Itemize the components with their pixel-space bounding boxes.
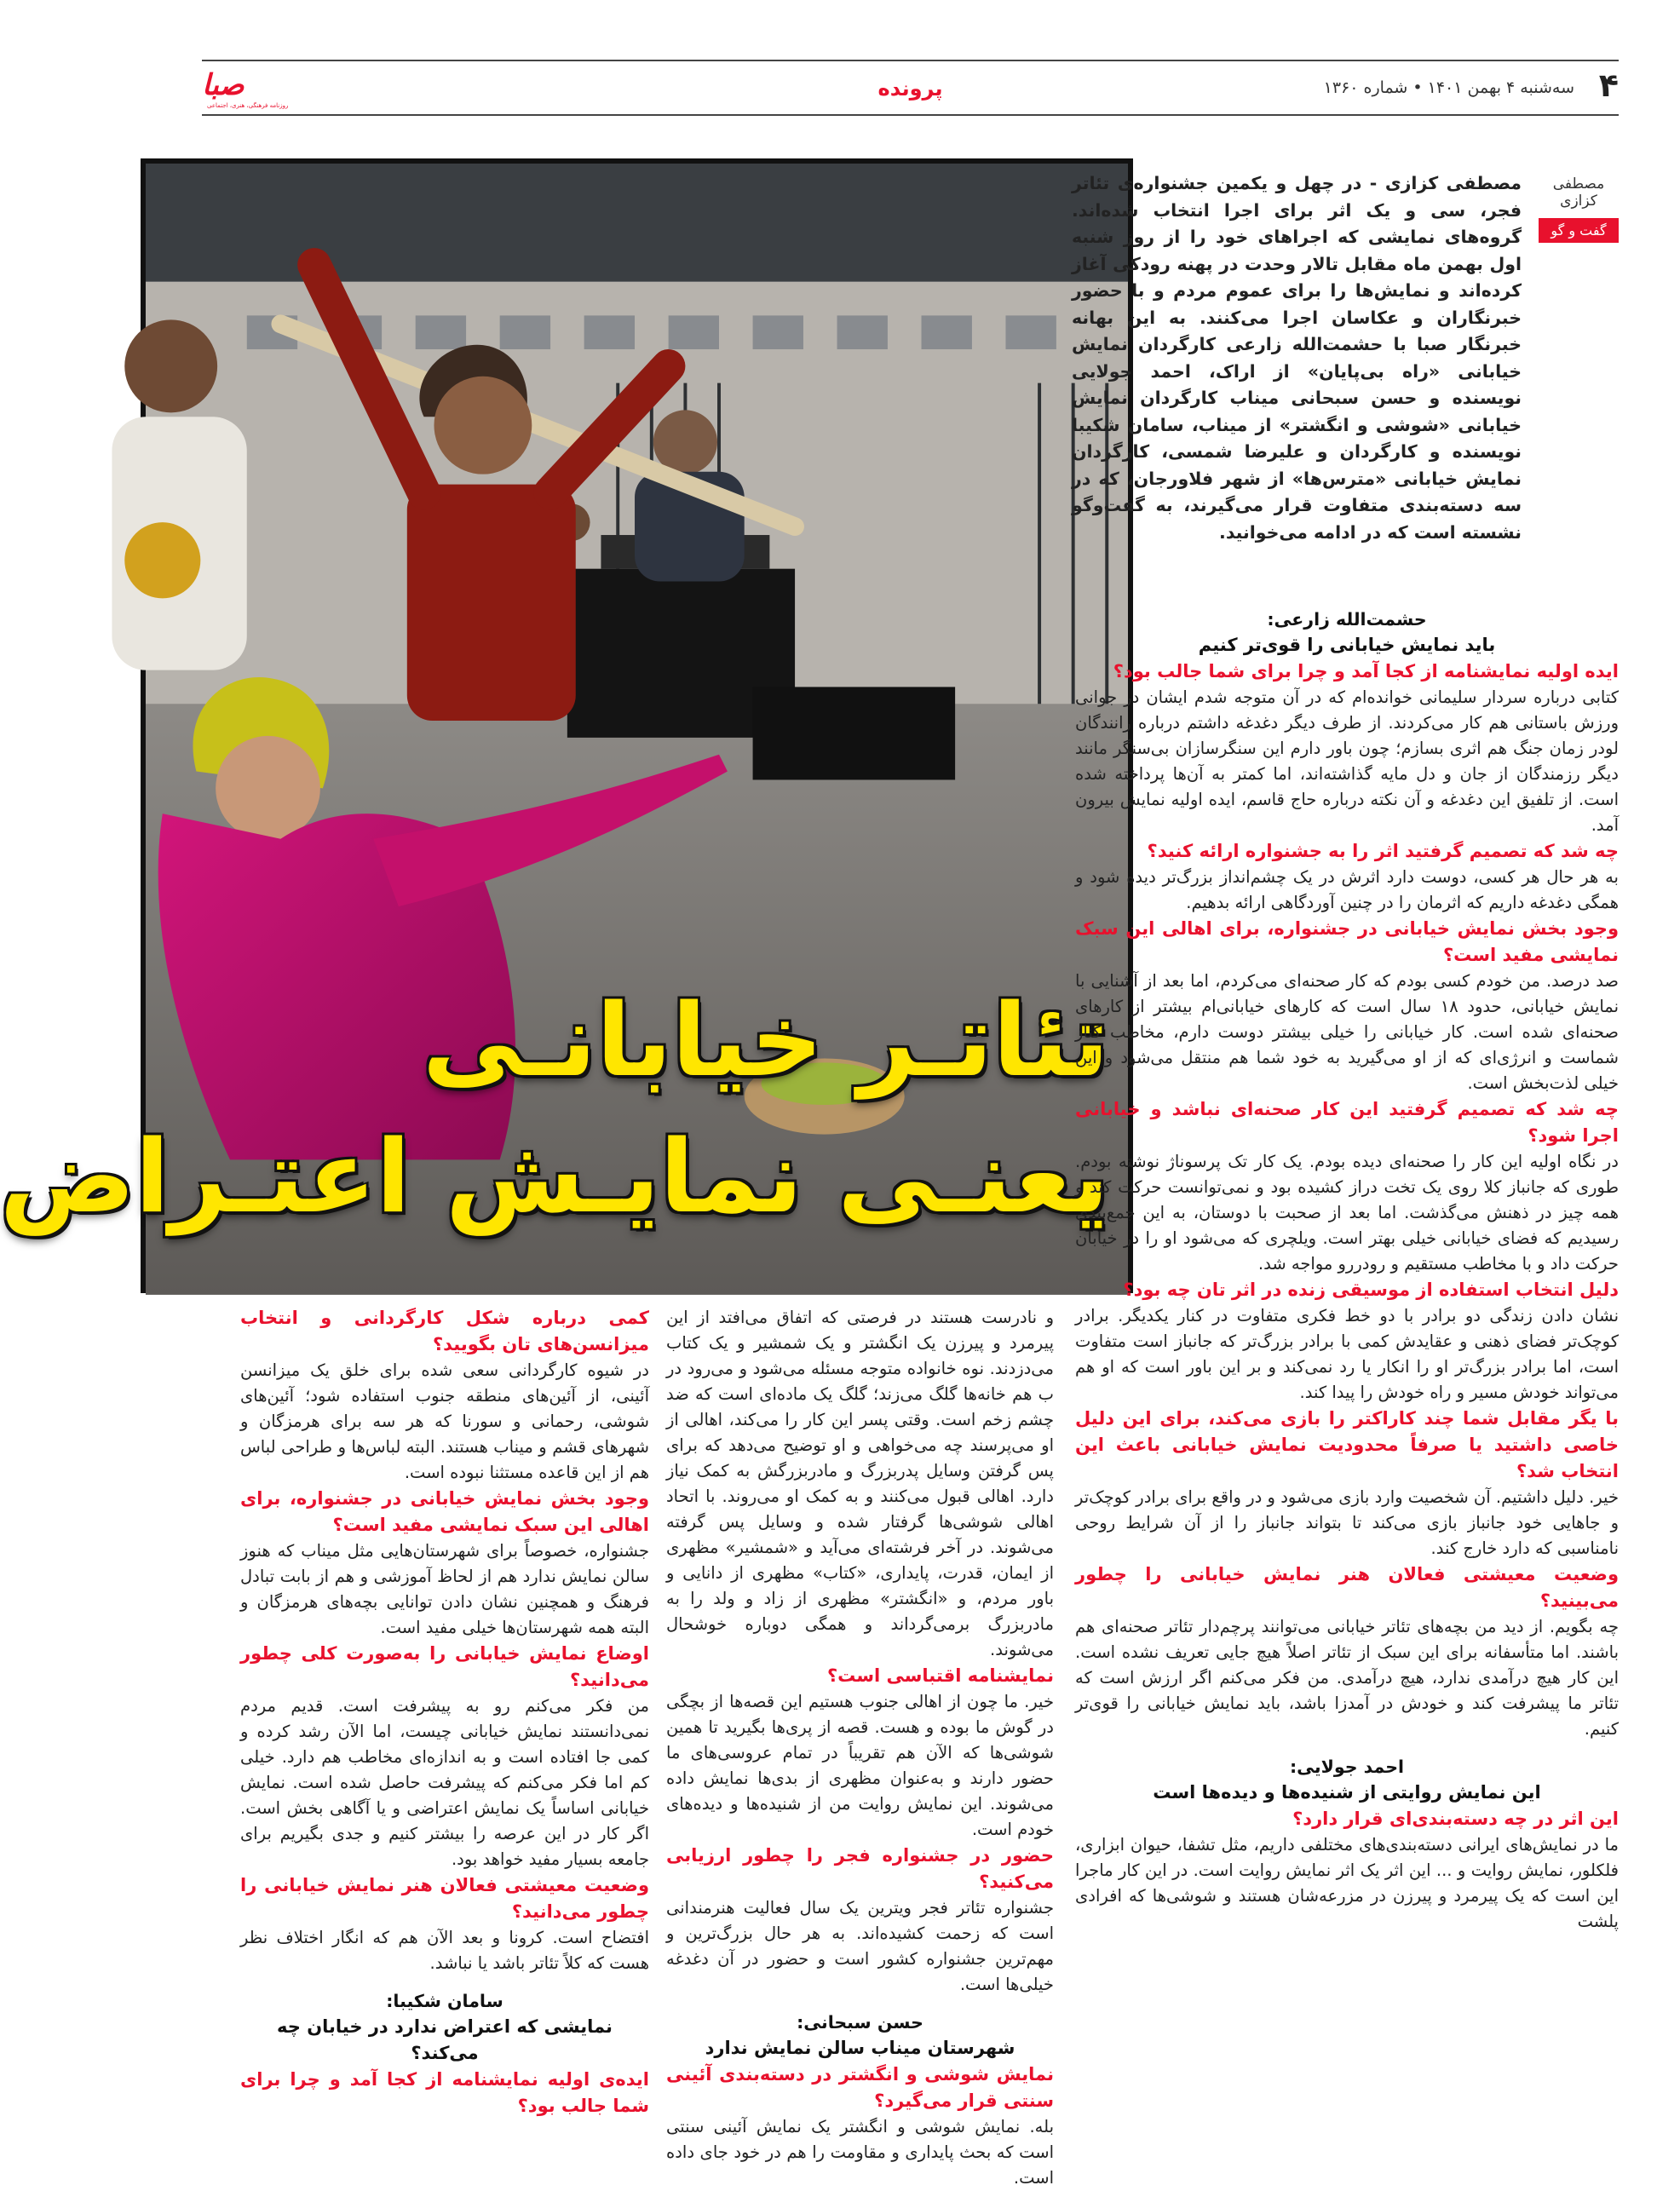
spacer	[1075, 1742, 1619, 1754]
speaker-subtitle: این نمایش روایتی از شنیده‌ها و دیده‌ها است	[1153, 1782, 1541, 1803]
hero-photo	[0, 158, 1133, 1293]
speaker-subtitle: نمایشی که اعتراض ندارد در خیابان چه می‌کند؟	[277, 2016, 613, 2063]
left-column	[240, 1305, 649, 2148]
intro-text: مصطفی کزازی - در چهل و یکمین جشنواره‌ی تئاتر فجر، سی و یک اثر برای اجرا انتخاب شده‌اند. گروه‌های نمایشی که اجراهای خود را از روز شنبه اول بهمن ماه مقابل تالار وحدت در پهنه رودکی آغاز کرده‌اند و نمایش‌ها را برای عموم مردم و با حضور خبرنگاران و عکاسان اجرا می‌کنند. به این بهانه خبرنگار صبا با حشمت‌الله زارعی کارگردان نمایش خیابانی «راه بی‌پایان» از اراک، احمد جولایی نویسنده و حسن سبحانی میناب کارگردان نمایش خیابانی «شوشی و انگشتر» از میناب، سامان شکیبا نویسنده و کارگردان و علیرضا شمسی، کارگردان نمایش خیابانی «مترس‌ها» از شهر فلاورجان، که در سه دسته‌بندی متفاوت قرار می‌گیرند، به گفت‌وگو نشسته است که در ادامه می‌خوانید.	[1072, 173, 1522, 543]
question: ایده‌ی اولیه نمایشنامه از کجا آمد و چرا برای شما جالب بود؟	[240, 2069, 649, 2116]
headline-line-2: یعنـی نمایـش اعتـراض	[0, 1118, 1109, 1235]
question: این اثر در چه دسته‌بندی‌ای قرار دارد؟	[1292, 1809, 1619, 1829]
right-column	[1075, 607, 1619, 2148]
speaker-heading: حسن سبحانی:	[797, 2012, 923, 2033]
speaker-subtitle: شهرستان میناب سالن نمایش ندارد	[705, 2038, 1015, 2058]
question: کمی درباره شکل کارگردانی و انتخاب میزانسن‌های تان بگویید؟	[240, 1308, 649, 1354]
logo-subtitle: روزنامه فرهنگی، هنری، اجتماعی	[207, 102, 289, 109]
issue-info: سه‌شنبه ۴ بهمن ۱۴۰۱ • شماره ۱۳۶۰	[1323, 78, 1574, 97]
author-name: مصطفی کزازی	[1552, 175, 1605, 210]
speaker-heading: حشمت‌الله زارعی:	[1267, 609, 1427, 630]
question: نمایشنامه اقتباسی است؟	[826, 1665, 1054, 1686]
headline-line-1: تئاتـر خیابانـی	[422, 981, 1109, 1099]
answer: کتابی درباره سردار سلیمانی خوانده‌ام که در آن متوجه شدم ایشان در جوانی ورزش باستانی هم کار می‌کردند. از طرف دیگر دغدغه داشتم درباره رانندگان لودر زمان جنگ هم اثری بسازم؛ چون باور دارم این سنگرسازان بی‌سنگر مانند دیگر رزمندگان از جان و دل مایه گذاشته‌اند، اما کمتر به آن‌ها پرداخته شده است. از تلفیق این دغدغه و آن نکته درباره حاج قاسم، ایده اولیه نمایش بیرون آمد.	[1075, 687, 1619, 835]
question: چه شد که تصمیم گرفتید اثر را به جشنواره ارائه کنید؟	[1147, 841, 1619, 861]
middle-column	[666, 1305, 1054, 2188]
answer: ما در نمایش‌های ایرانی دسته‌بندی‌های مختلفی داریم، مثل تشفا، حیوان ابزاری، فلکلور، نمایش روایت و ... این اثر یک اثر نمایش روایت است. در این کار ماجرا این است که یک پیرمرد و پیرزن در مزرعه‌شان هستند و شوشی‌ها که افرادی پلشت	[1075, 1835, 1619, 1931]
speaker-heading: احمد جولایی:	[1289, 1757, 1405, 1777]
page-number: ۴	[1598, 66, 1619, 104]
author-box	[1539, 175, 1619, 243]
intro-paragraph	[1072, 170, 1522, 546]
continued-text: و نادرست هستند در فرصتی که اتفاق می‌افتد از این پیرمرد و پیرزن یک انگشتر و یک شمشیر و یک کتاب می‌دزدند. نوه خانواده متوجه مسئله می‌شود و می‌رود در ب هم خانه‌ها گلگ می‌زند؛ گلگ یک ماده‌ای است که ضد چشم زخم است. وقتی پسر این کار را می‌کند، اهالی از او می‌پرسند چه می‌خواهی و او توضیح می‌دهد که برای پس گرفتن وسایل پدربزرگ و مادربزرگش به کمک نیاز دارد. اهالی قبول می‌کنند و به کمک او می‌روند. با اتحاد اهالی شوشی‌ها گرفتار شده و وسایل پس گرفته می‌شوند. در آخر فرشته‌ای می‌آید و «شمشیر» مظهری از ایمان، قدرت، پایداری، «کتاب» مظهری از دانایی و باور مردم، و «انگشتر» مظهری از زاد و ولد را به مادربزرگ برمی‌گرداند و همگی دوباره خوشحال می‌شوند.	[666, 1308, 1054, 1659]
speaker-heading: سامان شکیبا:	[386, 1991, 503, 2011]
answer: افتضاح است. کرونا و بعد الآن هم که انگار اختلاف نظر هست که کلاً تئاتر باشد یا نباشد.	[240, 1928, 649, 1973]
question: نمایش شوشی و انگشتر در دسته‌بندی آئینی سنتی قرار می‌گیرد؟	[666, 2064, 1054, 2111]
author-tag: گفت و گو	[1539, 218, 1619, 243]
question: حضور در جشنواره فجر را چطور ارزیابی می‌کنید؟	[666, 1845, 1054, 1892]
question: وضعیت معیشتی فعالان هنر نمایش خیابانی را چطور می‌بینید؟	[1075, 1564, 1619, 1611]
question: ایده اولیه نمایشنامه از کجا آمد و چرا برای شما جالب بود؟	[1113, 661, 1619, 681]
spacer	[240, 1976, 649, 1988]
speaker-subtitle: باید نمایش خیابانی را قوی‌تر کنیم	[1198, 635, 1496, 655]
question: وضعیت معیشتی فعالان هنر نمایش خیابانی را چطور می‌دانید؟	[240, 1875, 649, 1922]
page-header	[202, 60, 1619, 116]
question: وجود بخش نمایش خیابانی در جشنواره، برای اهالی این سبک نمایشی مفید است؟	[240, 1488, 649, 1535]
answer: بله. نمایش شوشی و انگشتر یک نمایش آئینی سنتی است که بحث پایداری و مقاومت را هم در خود جای داده است.	[666, 2117, 1054, 2188]
section-label[interactable]: پرونده	[877, 77, 943, 101]
question: اوضاع نمایش خیابانی را به‌صورت کلی چطور می‌دانید؟	[240, 1643, 649, 1690]
answer: در نگاه اولیه این کار را صحنه‌ای دیده بودم. یک کار تک پرسوناژ نوشته بودم. طوری که جانباز کلا روی یک تخت دراز کشیده بود و نمی‌توانست حرکت کند و همه چیز در ذهنش می‌گذشت. اما بعد از صحبت با دوستان، به این جمع‌بندی رسیدیم که فضای خیابانی خیلی بهتر است. ویلچری که می‌شود او را در خیابان حرکت داد و با مخاطب مستقیم و رودررو مواجه شد.	[1075, 1152, 1619, 1274]
logo[interactable]: صبا	[202, 68, 245, 102]
answer: جشنواره، خصوصاً برای شهرستان‌هایی مثل میناب که هنوز سالن نمایش ندارد هم از لحاظ آموزشی و هم از بابت تبادل فرهنگ و همچنین نشان دادن توانایی بچه‌های هرمزگان و البته همه شهرستان‌ها خیلی مفید است.	[240, 1541, 649, 1637]
question: چه شد که تصمیم گرفتید این کار صحنه‌ای نباشد و خیابانی اجرا شود؟	[1075, 1099, 1619, 1146]
answer: جشنواره تئاتر فجر ویترین یک سال فعالیت هنرمندانی است که زحمت کشیده‌اند. به هر حال بزرگ‌ترین و مهم‌ترین جشنواره کشور است و حضور در آن دغدغه خیلی‌ها است.	[666, 1898, 1054, 1994]
answer: خیر. دلیل داشتیم. آن شخصیت وارد بازی می‌شود و در واقع برای برادر کوچک‌تر و جاهایی خود جانباز بازی می‌کند تا بتواند جانباز را از آن شرایط روحی نامناسبی که دارد خارج کند.	[1075, 1487, 1619, 1558]
answer: به هر حال هر کسی، دوست دارد اثرش در یک چشم‌انداز بزرگ‌تر دیده شود و همگی دغدغه داریم که اثرمان را در چنین آوردگاهی ارائه بدهیم.	[1075, 867, 1619, 912]
answer: صد درصد. من خودم کسی بودم که کار صحنه‌ای می‌کردم، اما بعد از آشنایی با نمایش خیابانی، حدود ۱۸ سال است که کارهای خیابانی‌ام بیشتر از کارهای صحنه‌ای شده است. کار خیابانی را خیلی بیشتر دوست دارم، مخاطب کنار شماست و انرژی‌ای که از او می‌گیرید به خود شما هم منتقل می‌شود و این خیلی لذت‌بخش است.	[1075, 971, 1619, 1093]
answer: خیر. ما چون از اهالی جنوب هستیم این قصه‌ها از بچگی در گوش ما بوده و هست. قصه از پری‌ها بگیرید تا همین شوشی‌ها که الآن هم تقریباً در تمام عروسی‌های ما حضور دارند و به‌عنوان مظهری از بدی‌ها نمایش داده می‌شوند. این نمایش روایت من از شنیده‌ها و دیده‌های خودم است.	[666, 1692, 1054, 1839]
answer: من فکر می‌کنم رو به پیشرفت است. قدیم مردم نمی‌دانستند نمایش خیابانی چیست، اما الآن رشد کرده و کمی جا افتاده است و به اندازه‌ای مخاطب هم دارد. خیلی کم اما فکر می‌کنم که پیشرفت حاصل شده است. نمایش خیابانی اساساً یک نمایش اعتراضی و یا آگاهی بخش است. اگر کار در این عرصه را بیشتر کنیم و جدی بگیریم برای جامعه بسیار مفید خواهد بود.	[240, 1696, 649, 1869]
question: وجود بخش نمایش خیابانی در جشنواره، برای اهالی این سبک نمایشی مفید است؟	[1075, 918, 1619, 965]
answer: نشان دادن زندگی دو برادر با دو خط فکری متفاوت در کنار یکدیگر. برادر کوچک‌تر فضای ذهنی و عقایدش کمی با برادر بزرگ‌تر که جانباز است متفاوت است، اما برادر بزرگ‌تر او را انکار یا رد نمی‌کند و بر این باور است که او هم می‌تواند خودش مسیر و راه خودش را پیدا کند.	[1075, 1306, 1619, 1402]
spacer	[666, 1998, 1054, 2010]
question: دلیل انتخاب استفاده از موسیقی زنده در اثر تان چه بود؟	[1123, 1280, 1619, 1300]
question: با یگر مقابل شما چند کاراکتر را بازی می‌کند، برای این دلیل خاصی داشتید یا صرفاً محدودیت نمایش خیابانی باعث این انتخاب شد؟	[1075, 1408, 1619, 1481]
answer: چه بگویم. از دید من بچه‌های تئاتر خیابانی می‌توانند پرچم‌دار تئاتر صحنه‌ای هم باشند. اما متأسفانه برای این سبک از تئاتر اصلاً هیچ جایی تعریف نشده است. این کار هیچ درآمدی ندارد، هیچ درآمدی. من فکر می‌کنم اگر ارزش است که تئاتر ما پیشرفت کند و خودش در آمدزا باشد، باید نمایش خیابانی را قوی‌تر کنیم.	[1075, 1617, 1619, 1739]
answer: در شیوه کارگردانی سعی شده برای خلق یک میزانسن آئینی، از آئین‌های منطقه جنوب استفاده شود؛ آئین‌های شوشی، رحمانی و سورنا که هر سه برای هرمزگان و شهرهای قشم و میناب هستند. البته لباس‌ها و طراحی لباس هم از این قاعده مستثنا نبوده است.	[240, 1360, 649, 1482]
